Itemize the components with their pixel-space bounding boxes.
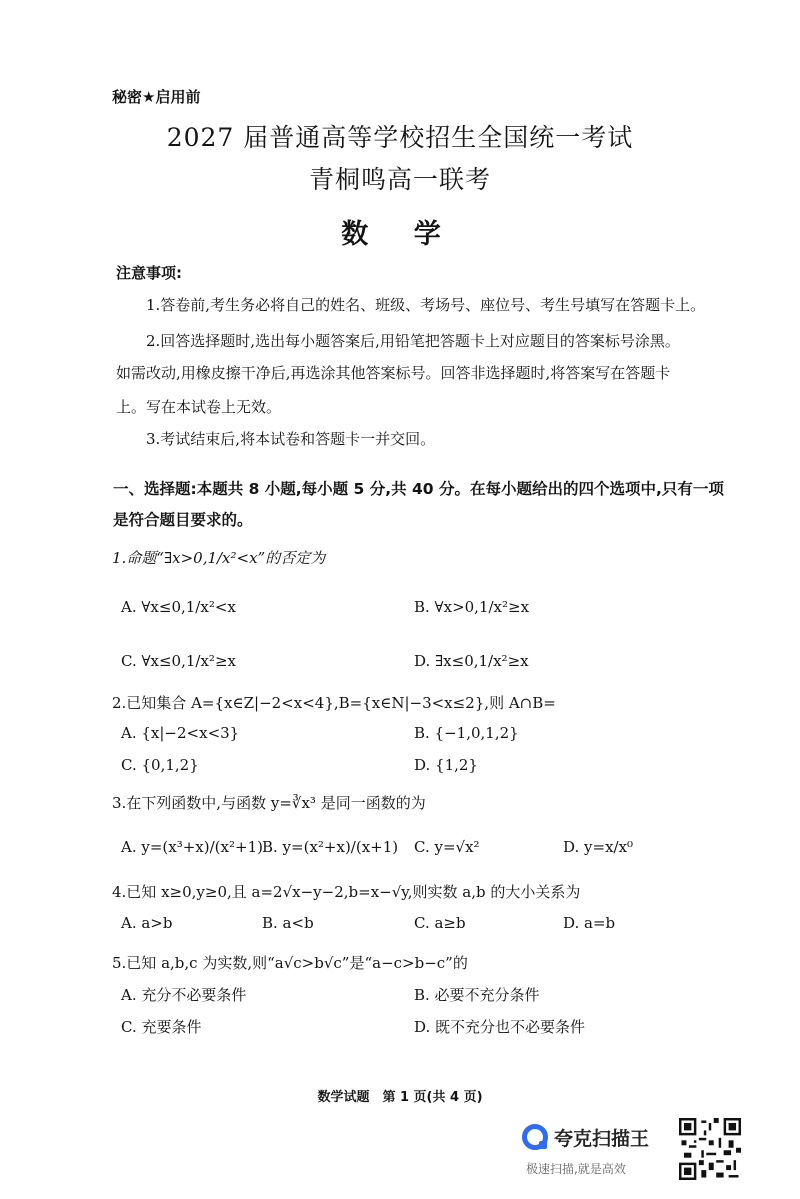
- exam-subtitle: 青桐鸣高一联考: [308, 165, 491, 194]
- subject-title: 数 学: [341, 219, 459, 250]
- question-1-option-c: C. ∀x≤0,1/x²≥x: [121, 652, 236, 670]
- notice-item-1: 1.答卷前,考生务必将自己的姓名、班级、考场号、座位号、考生号填写在答题卡上。: [146, 296, 706, 314]
- question-5-option-a: A. 充分不必要条件: [121, 986, 247, 1004]
- question-5-option-c: C. 充要条件: [121, 1018, 202, 1036]
- section-heading-line1: 一、选择题:本题共 8 小题,每小题 5 分,共 40 分。在每小题给出的四个选项中,只有一项: [113, 480, 724, 498]
- question-1-option-d: D. ∃x≤0,1/x²≥x: [414, 652, 529, 670]
- watermark-brand: 夸克扫描王: [554, 1128, 650, 1150]
- notice-heading: 注意事项:: [116, 264, 182, 282]
- page-footer: 数学试题 第 1 页(共 4 页): [317, 1090, 483, 1105]
- notice-item-2-line3: 上。写在本试卷上无效。: [116, 398, 282, 416]
- question-2-option-d: D. {1,2}: [414, 756, 478, 774]
- quark-logo-icon: [522, 1124, 548, 1150]
- question-1-option-b: B. ∀x>0,1/x²≥x: [414, 598, 530, 616]
- section-heading-line2: 是符合题目要求的。: [113, 511, 253, 529]
- question-5-option-b: B. 必要不充分条件: [414, 986, 540, 1004]
- confidential-mark: 秘密★启用前: [112, 88, 201, 106]
- question-4-option-d: D. a=b: [563, 914, 616, 932]
- question-1-option-a: A. ∀x≤0,1/x²<x: [121, 598, 236, 616]
- notice-item-2-line2: 如需改动,用橡皮擦干净后,再选涂其他答案标号。回答非选择题时,将答案写在答题卡: [116, 364, 671, 382]
- notice-item-2-line1: 2.回答选择题时,选出每小题答案后,用铅笔把答题卡上对应题目的答案标号涂黑。: [146, 332, 680, 350]
- question-5-stem: 5.已知 a,b,c 为实数,则“a√c>b√c”是“a−c>b−c”的: [112, 954, 468, 972]
- question-3-stem: 3.在下列函数中,与函数 y=∛x³ 是同一函数的为: [112, 794, 426, 812]
- question-2-option-c: C. {0,1,2}: [121, 756, 199, 774]
- watermark-slogan: 极速扫描,就是高效: [526, 1162, 626, 1176]
- question-4-option-c: C. a≥b: [414, 914, 466, 932]
- question-2-option-a: A. {x|−2<x<3}: [121, 724, 240, 742]
- question-4-stem: 4.已知 x≥0,y≥0,且 a=2√x−y−2,b=x−√y,则实数 a,b 的大小关系为: [112, 883, 581, 901]
- qr-code-icon: [679, 1118, 741, 1180]
- question-3-option-a: A. y=(x³+x)/(x²+1): [121, 838, 263, 856]
- question-3-option-d: D. y=x/x⁰: [563, 838, 634, 856]
- question-3-option-c: C. y=√x²: [414, 838, 480, 856]
- exam-title: 2027 届普通高等学校招生全国统一考试: [166, 123, 634, 152]
- question-5-option-d: D. 既不充分也不必要条件: [414, 1018, 586, 1036]
- question-2-stem: 2.已知集合 A={x∈Z|−2<x<4},B={x∈N|−3<x≤2},则 A∩B=: [112, 694, 556, 712]
- question-1-stem: 1.命题“∃x>0,1/x²<x”的否定为: [112, 549, 326, 567]
- scanner-watermark: [522, 1124, 672, 1184]
- question-4-option-a: A. a>b: [121, 914, 173, 932]
- notice-item-3: 3.考试结束后,将本试卷和答题卡一并交回。: [146, 430, 436, 448]
- question-3-option-b: B. y=(x²+x)/(x+1): [262, 838, 399, 856]
- question-4-option-b: B. a<b: [262, 914, 314, 932]
- question-2-option-b: B. {−1,0,1,2}: [414, 724, 519, 742]
